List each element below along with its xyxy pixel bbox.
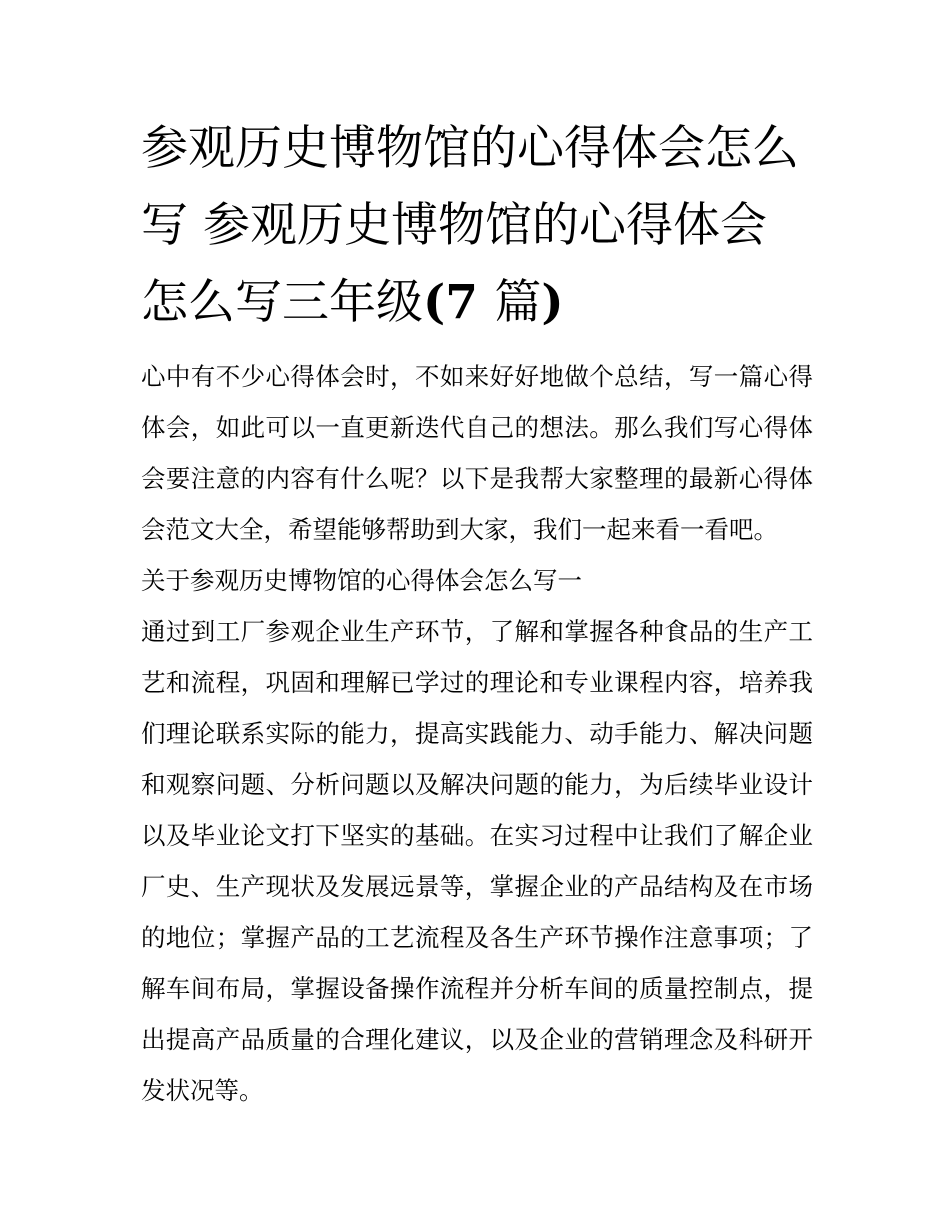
section-heading: 关于参观历史博物馆的心得体会怎么写一 <box>141 566 582 595</box>
title-count-open: (7 <box>423 275 495 330</box>
document-title <box>141 110 813 341</box>
intro-paragraph: 心中有不少心得体会时，不如来好好地做个总结，写一篇心得体会，如此可以一直更新迭代自己的想法。那么我们写心得体会要注意的内容有什么呢？以下是我帮大家整理的最新心得体会范文大全，希望能够帮助到大家，我们一起来看一看吧。 <box>141 362 813 544</box>
title-count-close: ) <box>541 275 564 330</box>
title-count-unit: 篇 <box>494 275 542 330</box>
document-content <box>141 110 813 1116</box>
body-paragraph: 通过到工厂参观企业生产环节，了解和掌握各种食品的生产工艺和流程，巩固和理解已学过的理论和专业课程内容，培养我们理论联系实际的能力，提高实践能力、动手能力、解决问题和观察问题、分析问题以及解决问题的能力，为后续毕业设计以及毕业论文打下坚实的基础。在实习过程中让我们了解企业厂史、生产现状及发展远景等，掌握企业的产品结构及在市场的地位；掌握产品的工艺流程及各生产环节操作注意事项；了解车间布局，掌握设备操作流程并分析车间的质量控制点，提出提高产品质量的合理化建议，以及企业的营销理念及科研开发状况等。 <box>141 617 813 1105</box>
title-text: 参观历史博物馆的心得体会怎么写 参观历史博物馆的心得体会怎么写三年级 <box>141 121 799 330</box>
